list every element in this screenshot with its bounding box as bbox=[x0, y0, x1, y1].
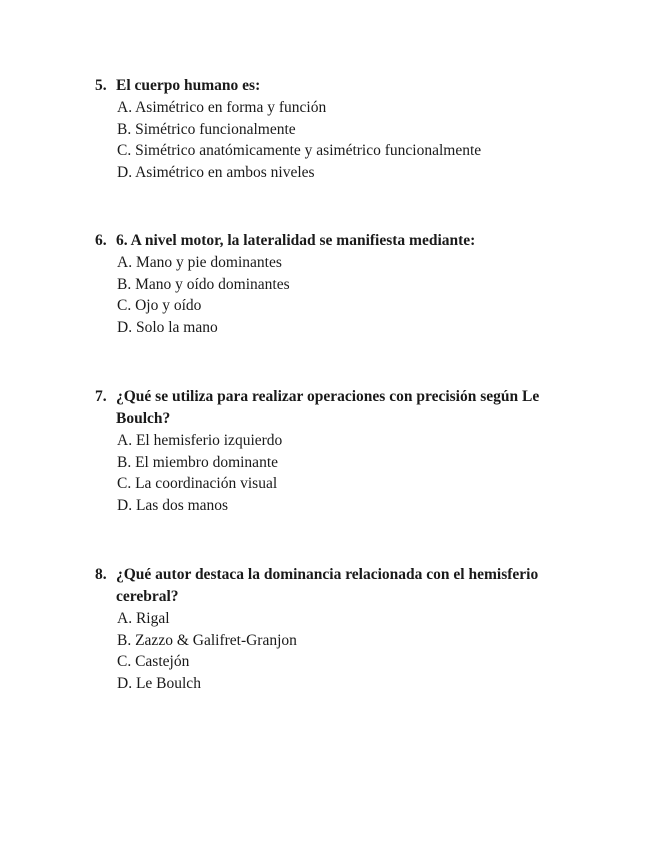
question-number: 8. bbox=[95, 566, 107, 583]
question-6 bbox=[95, 230, 595, 339]
answer-option-a: A. Mano y pie dominantes bbox=[117, 254, 282, 271]
question-heading bbox=[95, 75, 595, 97]
question-text: ¿Qué autor destaca la dominancia relacionada con el hemisferio cerebral? bbox=[116, 566, 539, 605]
question-heading bbox=[95, 564, 595, 608]
answer-option-c: C. Castejón bbox=[117, 653, 190, 671]
question-number: 5. bbox=[95, 77, 107, 94]
question-text: ¿Qué se utiliza para realizar operaciones con precisión según Le Boulch? bbox=[116, 388, 540, 427]
question-number: 7. bbox=[95, 388, 107, 405]
answer-option-c: C. Ojo y oído bbox=[117, 297, 202, 315]
question-5 bbox=[95, 75, 595, 184]
answer-options bbox=[95, 430, 595, 517]
answer-option-d: D. Solo la mano bbox=[117, 319, 218, 337]
question-text: El cuerpo humano es: bbox=[116, 77, 261, 94]
answer-options bbox=[95, 608, 595, 695]
answer-option-c: C. Simétrico anatómicamente y asimétrico funcionalmente bbox=[117, 142, 482, 160]
question-8 bbox=[95, 564, 595, 695]
question-heading bbox=[95, 230, 595, 252]
question-number: 6. bbox=[95, 232, 107, 249]
answer-option-a: A. Asimétrico en forma y función bbox=[117, 99, 327, 116]
answer-option-d: D. Le Boulch bbox=[117, 675, 201, 693]
answer-option-a: A. Rigal bbox=[117, 610, 170, 627]
answer-options bbox=[95, 97, 595, 184]
answer-option-d: D. Asimétrico en ambos niveles bbox=[117, 164, 315, 182]
answer-option-b: B. Zazzo & Galifret-Granjon bbox=[117, 631, 297, 649]
answer-options bbox=[95, 252, 595, 339]
answer-option-d: D. Las dos manos bbox=[117, 497, 229, 515]
question-text: 6. A nivel motor, la lateralidad se manifiesta mediante: bbox=[116, 232, 476, 249]
question-7 bbox=[95, 386, 595, 517]
answer-option-a: A. El hemisferio izquierdo bbox=[117, 432, 283, 449]
question-heading bbox=[95, 386, 595, 430]
answer-option-b: B. El miembro dominante bbox=[117, 453, 279, 471]
answer-option-b: B. Mano y oído dominantes bbox=[117, 275, 290, 293]
answer-option-c: C. La coordinación visual bbox=[117, 475, 278, 493]
answer-option-b: B. Simétrico funcionalmente bbox=[117, 120, 296, 138]
